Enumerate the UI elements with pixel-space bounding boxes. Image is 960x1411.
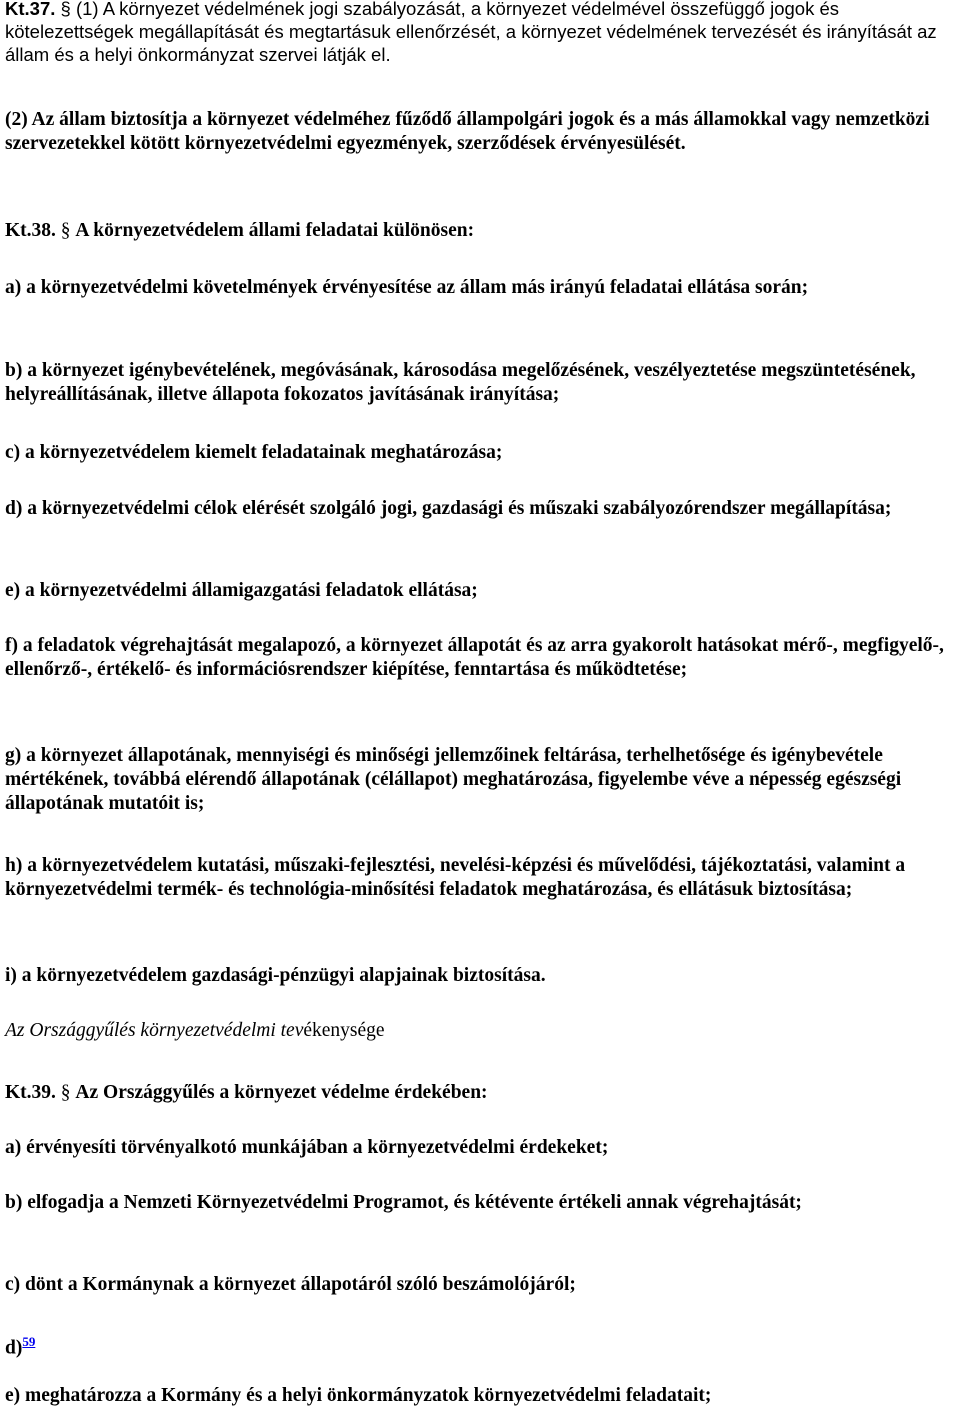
kt38-item-a: a) a környezetvédelmi követelmények érvényesítése az állam más irányú feladatai ellátása során; [5, 277, 809, 298]
kt39-item-d-label: d) [5, 1337, 23, 1359]
kt39-heading: Kt.39. [5, 1082, 56, 1103]
kt38-item-g: g) a környezet állapotának, mennyiségi és minőségi jellemzőinek feltárása, terhelhetősége és igénybevétele mértékének, továbbá elérendő állapotának (célállapot) meghatározása, figyelembe véve a népesség egészségi állapotának mutatóit is; [5, 745, 902, 814]
kt38-item-b: b) a környezet igénybevételének, megóvásának, károsodása megelőzésének, veszélyeztetése megszüntetésének, helyreállításának, illetve állapota fokozatos javításának irányítása; [5, 360, 916, 405]
section-title-italic: Az Országgyűlés környezetvédelmi tev [5, 1020, 304, 1041]
section-sign: § [55, 1082, 76, 1103]
section-sign: § [55, 220, 76, 241]
kt38-item-d: d) a környezetvédelmi célok elérését szolgáló jogi, gazdasági és műszaki szabályozórendszer megállapítása; [5, 498, 892, 519]
kt37-p1-text: (1) A környezet védelmének jogi szabályozását, a környezet védelmével összefüggő jogok és kötelezettségek megállapítását és megtartásuk ellenőrzését, a környezet védelmének tervezését és irányítását az állam és a helyi önkormányzat szervei látják el. [5, 0, 937, 65]
kt37-paragraph-2: (2) Az állam biztosítja a környezet védelméhez fűződő állampolgári jogok és a más államokkal vagy nemzetközi szervezetekkel kötött környezetvédelmi egyezmények, szerződések érvényesülését. [5, 109, 930, 154]
kt38-item-h: h) a környezetvédelem kutatási, műszaki-fejlesztési, nevelési-képzési és művelődési, tájékoztatási, valamint a környezetvédelmi termék- és technológia-minősítési feladatok meghatározása, és ellátásuk biztosítása; [5, 855, 906, 900]
kt39-item-a: a) érvényesíti törvényalkotó munkájában a környezetvédelmi érdekeket; [5, 1137, 609, 1158]
kt39-heading-line [5, 1081, 956, 1105]
kt37-paragraph-1 [5, 0, 956, 66]
kt38-heading-line [5, 219, 956, 243]
kt39-intro: Az Országgyűlés a környezet védelme érdekében: [75, 1082, 488, 1103]
footnote-link-59[interactable]: 59 [22, 1334, 36, 1349]
kt39-item-e: e) meghatározza a Kormány és a helyi önkormányzatok környezetvédelmi feladatait; [5, 1385, 712, 1406]
kt38-item-e: e) a környezetvédelmi államigazgatási feladatok ellátása; [5, 580, 478, 601]
section-sign: § [55, 0, 76, 19]
kt39-item-b: b) elfogadja a Nemzeti Környezetvédelmi Programot, és kétévente értékeli annak végrehajtását; [5, 1192, 802, 1213]
kt37-heading: Kt.37. [5, 0, 56, 19]
section-title-rest: ékenysége [303, 1020, 385, 1041]
section-title [5, 1019, 956, 1043]
kt38-item-i: i) a környezetvédelem gazdasági-pénzügyi alapjainak biztosítása. [5, 965, 546, 986]
kt39-item-d [5, 1329, 956, 1361]
kt38-heading: Kt.38. [5, 220, 56, 241]
kt39-item-c: c) dönt a Kormánynak a környezet állapotáról szóló beszámolójáról; [5, 1274, 576, 1295]
kt38-item-c: c) a környezetvédelem kiemelt feladatainak meghatározása; [5, 442, 503, 463]
kt38-intro: A környezetvédelem állami feladatai különösen: [75, 220, 475, 241]
kt38-item-f: f) a feladatok végrehajtását megalapozó, a környezet állapotát és az arra gyakorolt hatásokat mérő-, megfigyelő-, ellenőrző-, értékelő- és információsrendszer kiépítése, fenntartása és működtetése; [5, 635, 944, 680]
footnote-sup [22, 1332, 35, 1350]
